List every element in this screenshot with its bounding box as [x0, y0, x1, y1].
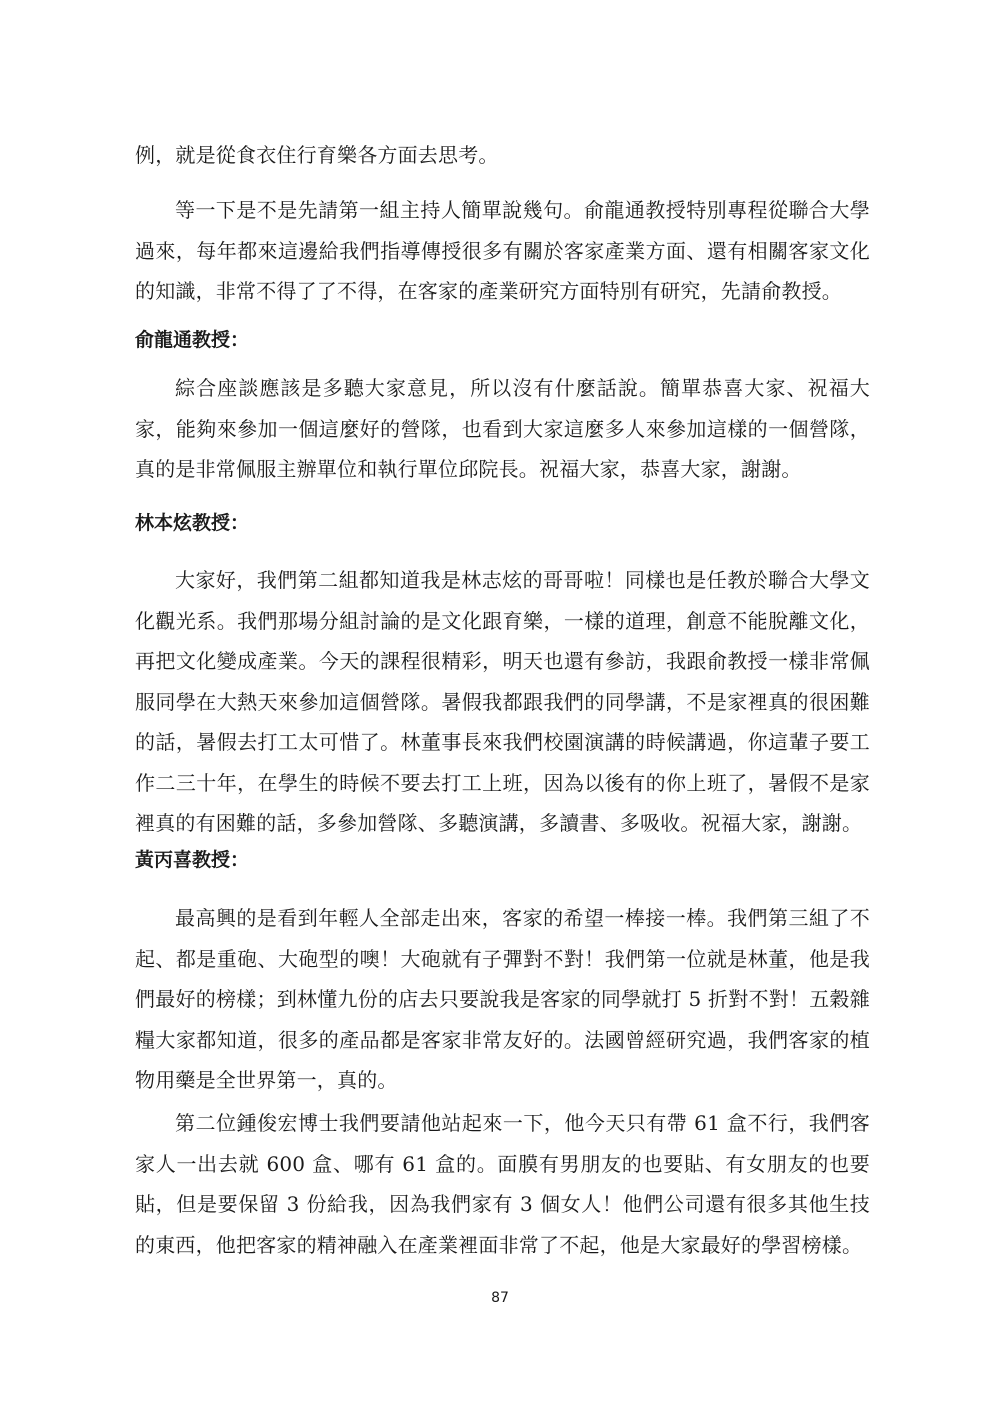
speaker-name: 黃丙喜教授：: [135, 849, 250, 871]
speaker-heading-huang: [135, 845, 870, 875]
paragraph-text: 第二位鍾俊宏博士我們要請他站起來一下，他今天只有帶 61 盒不行，我們客家人一出去就 600 盒、哪有 61 盒的。面膜有男朋友的也要貼、有女朋友的也要貼，但是要保留 3 份給我，因為我們家有 3 個女人！他們公司還有很多其他生技的東西，他把客家的精神融入在產業裡面非常了不起，他是大家最好的學習榜樣。: [135, 1111, 870, 1257]
speaker-heading-yu: [135, 325, 870, 355]
paragraph-text: 大家好，我們第二組都知道我是林志炫的哥哥啦！同樣也是任教於聯合大學文化觀光系。我們那場分組討論的是文化跟育樂，一樣的道理，創意不能脫離文化，再把文化變成產業。今天的課程很精彩，明天也還有參訪，我跟俞教授一樣非常佩服同學在大熱天來參加這個營隊。暑假我都跟我們的同學講，不是家裡真的很困難的話，暑假去打工太可惜了。林董事長來我們校園演講的時候講過，你這輩子要工作二三十年，在學生的時候不要去打工上班，因為以後有的你上班了，暑假不是家裡真的有困難的話，多參加營隊、多聽演講，多讀書、多吸收。祝福大家，謝謝。: [135, 568, 870, 835]
speaker-heading-lin: [135, 508, 870, 538]
paragraph-lin-remarks: [135, 560, 870, 844]
speaker-name: 俞龍通教授：: [135, 329, 250, 351]
paragraph-continued: [135, 135, 870, 176]
paragraph-text: 例，就是從食衣住行育樂各方面去思考。: [135, 143, 499, 167]
paragraph-text: 綜合座談應該是多聽大家意見，所以沒有什麼話說。簡單恭喜大家、祝福大家，能夠來參加一個這麼好的營隊，也看到大家這麼多人來參加這樣的一個營隊，真的是非常佩服主辦單位和執行單位邱院長。祝福大家，恭喜大家，謝謝。: [135, 376, 870, 481]
paragraph-text: 最高興的是看到年輕人全部走出來，客家的希望一棒接一棒。我們第三組了不起、都是重砲、大砲型的噢！大砲就有子彈對不對！我們第一位就是林董，他是我們最好的榜樣；到林懂九份的店去只要說我是客家的同學就打 5 折對不對！五穀雜糧大家都知道，很多的產品都是客家非常友好的。法國曾經研究過，我們客家的植物用藥是全世界第一，真的。: [135, 906, 870, 1092]
page-number: 87: [491, 1290, 509, 1306]
paragraph-huang-remarks-continued: [135, 1103, 870, 1265]
paragraph-yu-remarks: [135, 368, 870, 490]
paragraph-huang-remarks: [135, 898, 870, 1101]
paragraph-text: 等一下是不是先請第一組主持人簡單說幾句。俞龍通教授特別專程從聯合大學過來，每年都來這邊給我們指導傳授很多有關於客家產業方面、還有相關客家文化的知識，非常不得了了不得，在客家的產業研究方面特別有研究，先請俞教授。: [135, 198, 870, 303]
paragraph-host-intro: [135, 190, 870, 312]
speaker-name: 林本炫教授：: [135, 512, 250, 534]
